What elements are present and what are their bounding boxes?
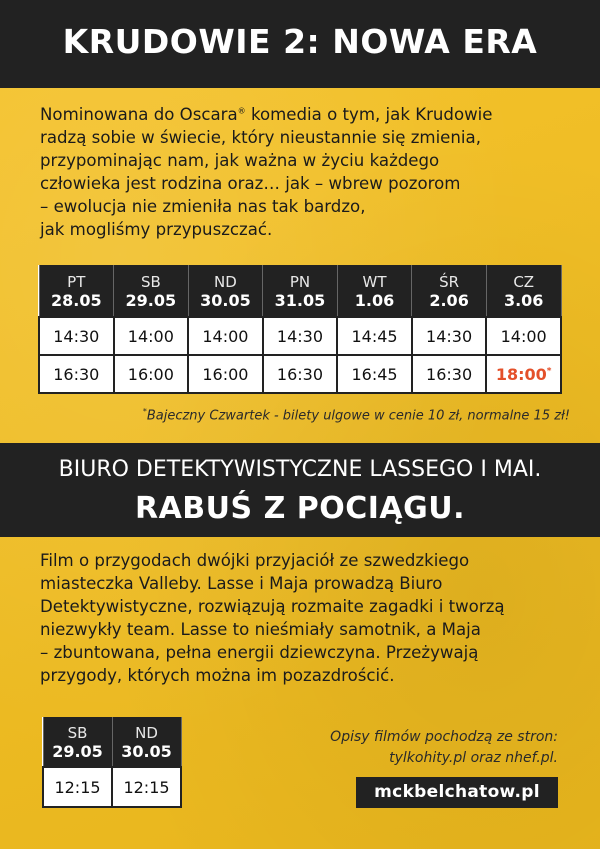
day-label: SB — [140, 273, 161, 291]
schedule-day-cell — [188, 265, 263, 317]
showtime-cell: 14:30 — [39, 317, 114, 355]
date-label: 29.05 — [125, 291, 177, 310]
date-label: 31.05 — [274, 291, 326, 310]
date-label: 30.05 — [200, 291, 251, 310]
schedule-row — [39, 317, 561, 355]
registered-mark: ® — [237, 106, 246, 116]
schedule-day-cell — [39, 265, 114, 317]
film1-description — [40, 103, 570, 241]
special-showtime — [496, 365, 552, 384]
footnote-text: Bajeczny Czwartek - bilety ulgowe w cenie 10 zł, normalne 15 zł! — [146, 408, 570, 424]
day-label: WT — [362, 273, 387, 291]
date-label: 29.05 — [52, 742, 103, 761]
schedule-day-cell — [114, 265, 189, 317]
film1-description-rest: komedia o tym, jak Krudowie radzą sobie w świecie, który nieustannie się zmienia, przypominając nam, jak ważna w życiu każdego człowieka jest rodzina oraz… jak – wbrew pozorom – ewolucja nie zmieniła nas tak bardzo, jak mogliśmy przypuszczać. — [40, 105, 493, 239]
showtime-cell: 14:30 — [263, 317, 338, 355]
film2-description: Film o przygodach dwójki przyjaciół ze szwedzkiego miasteczka Valleby. Lasse i Maja prowadzą Biuro Detektywistyczne, rozwiązują rozmaite zagadki i tworzą niezwykły team. Lasse to nieśmiały samotnik, a Maja – zbuntowana, pełna energii dziewczyna. Przeżywają przygody, których można im pozazdrościć. — [40, 551, 505, 685]
date-label: 28.05 — [50, 291, 102, 310]
showtime-cell: 14:00 — [486, 317, 561, 355]
showtime-cell: 16:45 — [337, 355, 412, 393]
sources-note: Opisy filmów pochodzą ze stron: tylkohity.pl oraz nhef.pl. — [330, 729, 558, 766]
schedule-day-cell — [263, 265, 338, 317]
day-label: SB — [67, 724, 88, 742]
showtime-cell-special — [486, 355, 561, 393]
showtime-cell: 16:30 — [39, 355, 114, 393]
showtime-cell: 14:00 — [188, 317, 263, 355]
day-label: PN — [289, 273, 311, 291]
day-label: CZ — [513, 273, 535, 291]
film1-title-band — [0, 0, 600, 88]
film2-title-line2: RABUŚ Z POCIĄGU. — [134, 491, 466, 526]
footnote-mark: * — [142, 407, 147, 416]
date-label: 3.06 — [503, 291, 544, 310]
special-showtime-value: 18:00 — [495, 364, 547, 384]
showtime-cell: 14:30 — [412, 317, 487, 355]
film1-schedule-header — [39, 265, 561, 317]
film2-title-line1: BIURO DETEKTYWISTYCZNE LASSEGO I MAI. — [58, 457, 542, 482]
day-label: PT — [67, 273, 86, 291]
day-label: ŚR — [439, 273, 460, 291]
showtime-cell: 16:30 — [412, 355, 487, 393]
schedule-day-cell — [112, 717, 181, 767]
film1-schedule-table — [38, 265, 562, 394]
schedule-day-cell — [337, 265, 412, 317]
showtime-cell: 12:15 — [43, 767, 112, 807]
showtime-cell: 16:30 — [263, 355, 338, 393]
schedule-day-cell — [43, 717, 112, 767]
schedule-row — [43, 767, 181, 807]
schedule-row — [39, 355, 561, 393]
date-label: 1.06 — [354, 291, 395, 310]
day-label: ND — [135, 724, 158, 742]
film2-schedule-table — [42, 717, 182, 808]
website-link[interactable]: mckbelchatow.pl — [356, 777, 558, 808]
showtime-cell: 12:15 — [112, 767, 181, 807]
schedule-day-cell — [412, 265, 487, 317]
schedule-day-cell — [486, 265, 561, 317]
showtime-cell: 16:00 — [188, 355, 263, 393]
film1-title: KRUDOWIE 2: NOWA ERA — [62, 22, 538, 61]
special-showtime-mark: * — [546, 366, 552, 377]
film2-schedule-header — [43, 717, 181, 767]
film1-footnote — [40, 407, 570, 423]
date-label: 30.05 — [121, 742, 172, 761]
showtime-cell: 14:45 — [337, 317, 412, 355]
showtime-cell: 14:00 — [114, 317, 189, 355]
film2-title-band — [0, 443, 600, 537]
film1-description-start: Nominowana do Oscara — [40, 105, 238, 124]
day-label: ND — [214, 273, 237, 291]
date-label: 2.06 — [429, 291, 469, 310]
showtime-cell: 16:00 — [114, 355, 189, 393]
